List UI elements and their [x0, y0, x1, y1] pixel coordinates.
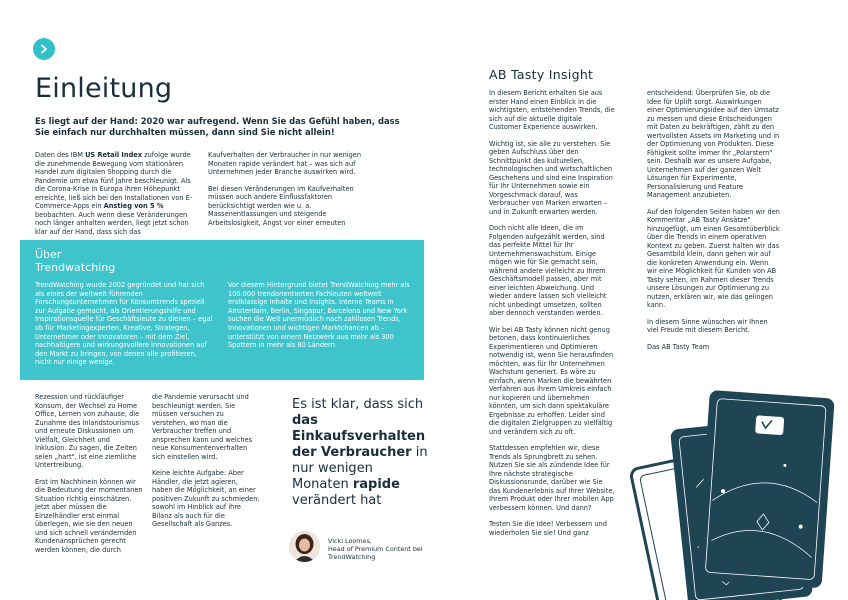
- about-column-1: [35, 281, 215, 367]
- author-credit: [328, 537, 438, 562]
- paragraph: Testen Sie die Idee! Verbessern und wiederholen Sie sie! Und ganz: [489, 520, 607, 537]
- about-title-line: Über: [35, 248, 62, 261]
- chevron-right-icon: [39, 44, 49, 54]
- quote-text: in nur wenigen Monaten: [292, 445, 428, 492]
- intro-column-2: [208, 151, 371, 227]
- paragraph: entscheidend: Überprüfen Sie, ob die Idee für Uplift sorgt. Auswirkungen einer Optimierungsidee auf den Umsatz zu messen und diese Entscheidungen mit Daten zu bekräftigen, zählt zu den wertvollsten Assets im Marketing und in der Optimierung von Produkten. Diese Fähigkeit sollte immer Ihr „Polarstern" sein. Deshalb war es unsere Aufgabe, Unternehmen auf der ganzen Welt Lösungen für Experimente, Personalisierung und Feature Management anzubieten.: [647, 89, 780, 199]
- paragraph: In diesem Bericht erhalten Sie aus erster Hand einen Einblick in die wichtigsten, entstehenden Trends, die sich auf die aktuelle digitale Customer Experience auswirken.: [489, 89, 615, 131]
- avatar: [289, 531, 320, 562]
- about-column-2: [228, 281, 411, 350]
- intro-text: Daten des IBM: [35, 151, 86, 159]
- tarot-cards-illustration: [590, 360, 848, 600]
- paragraph: Erst im Nachhinein können wir die Bedeutung der momentanen Situation richtig einschätzen. Jetzt aber müssen die Einzelhändler erst einmal überlegen, wie sie den neuen und sich schnell verändernden Kundenansprüchen gerecht werden können, die durch: [35, 477, 143, 554]
- paragraph: Wichtig ist, sie alle zu verstehen. Sie geben Aufschluss über den Schnittpunkt des kulturellen, technologischen und wirtschaftlichen Geschehens und sind eine Inspiration für Ihr Unternehmen sowie ein Vorgeschmack darauf, was Verbraucher von Marken erwarten – und in Zukunft erwarten werden.: [489, 139, 613, 216]
- intro-column-1: [35, 151, 198, 236]
- paragraph: Rezession und rückläufiger Konsum, der Wechsel zu Home Office, Lernen von zuhause, die Zunahme des Inlandstourismus und erneute Diskussionen um Vielfalt, Gleichheit und Inklusion. Zu sagen, die Zeiten seien „hart", ist eine ziemliche Untertreibung.: [35, 393, 140, 469]
- quote-bold: rapide: [352, 477, 400, 492]
- next-page-button[interactable]: [33, 38, 55, 60]
- about-title: [35, 248, 115, 274]
- pull-quote: [292, 397, 432, 509]
- paragraph: Wir bei AB Tasty können nicht genug betonen, dass kontinuierliches Experimentieren und Optimieren notwendig ist, wenn Sie herausfinden möchten, was für Ihr Unternehmen Wachstum generiert. Es wäre zu einfach, wenn Marken die bewährten Verfahren aus ihrem Umkreis einfach nur kopieren und übernehmen könnten, um sich dann spektakuläre Ergebnisse zu erhoffen. Leider sind die digitalen Zielgruppen zu vielfältig und verändern sich zu oft.: [489, 325, 614, 436]
- insight-column-2: [647, 89, 780, 351]
- insight-title: AB Tasty Insight: [489, 67, 594, 82]
- lead-text: Es liegt auf der Hand: 2020 war aufregend. Wenn Sie das Gefühl haben, dass Sie einfach nur durchhalten müssen, dann sind Sie nicht allein!: [35, 116, 400, 137]
- intro-text: beobachten. Auch wenn diese Veränderungen noch länger anhalten werden, liegt jetzt schon klar auf der Hand, dass sich das: [35, 210, 189, 236]
- intro-bold: US Retail Index: [85, 151, 143, 159]
- intro-text: zufolge wurde die zunehmende Bewegung vom stationären Handel zum digitalen Shopping durch die Pandemie um etwa fünf Jahre beschleunigt. Als die Corona-Krise in Europa ihren Höhepunkt erreichte, ließ sich bei den Installationen von E-Commerce-Apps ein: [35, 151, 193, 210]
- paragraph: TrendWatching wurde 2002 gegründet und hat sich als eines der weltweit führenden Forschungsunternehmen für Konsumtrends speziell zur Aufgabe gemacht, als Orientierungshilfe und Inspirationsquelle für Geschäftsleute zu dienen – egal ob für Marketingexperten, Kreative, Strategen, Unternehmer oder Innovatoren – mit dem Ziel, nachhaltigere und wirkungsvollere Innovationen auf den Markt zu bringen, von denen alle profitieren, nicht nur einige wenige.: [35, 281, 213, 367]
- paragraph: Doch nicht alle Ideen, die im Folgenden aufgezählt werden, sind das perfekte Mittel für Ihr Unternehmenswachstum. Einige mögen wie für Sie gemacht sein, während andere vielleicht zu Ihrem Geschäftsmodell passen, aber mit einer leichten Abweichung. Und wieder andere lassen sich vielleicht nicht unbedingt umsetzen, sollten aber dennoch verstanden werden.: [489, 224, 607, 317]
- paragraph: Vor diesem Hintergrund bietet TrendWatching mehr als 100.000 trendorientierten Fachleuten weltweit erstklassige Inhalte und Insights. Interne Teams in Amsterdam, Berlin, Singapur, Barcelona und New York suchen die Welt unermüdlich nach zahllosen Trends, Innovationen und wichtigen Marktchancen ab – unterstützt von einem Netzwerk aus mehr als 300 Spottern in mehr als 80 Ländern.: [228, 281, 410, 350]
- quote-bold: das Einkaufsverhalten der Verbraucher: [292, 413, 426, 460]
- paragraph: Keine leichte Aufgabe: Aber Händler, die jetzt agieren, haben die Möglichkeit, an einer positiven Zukunft zu schmieden: sowohl im Hinblick auf ihre Bilanz als auch für die Gesellschaft als Ganzes.: [152, 469, 260, 528]
- person-photo-icon: [289, 531, 320, 562]
- lower-column-1: [35, 393, 143, 554]
- quote-text: verändert hat: [292, 493, 382, 508]
- paragraph: Auf den folgenden Seiten haben wir den Kommentar „AB Tasty Ansätze" hinzugefügt, um einen Gesamtüberblick über die Trends in einem operativen Kontext zu geben. Zuerst halten wir das Gesamtbild klein, dann gehen wir auf die konkreten Anwendung ein. Wenn wir eine Möglichkeit für Kunden von AB Tasty sehen, im Rahmen dieser Trends unsere Lösungen zur Optimierung zu nutzen, erklären wir, wie das gelingen kann.: [647, 207, 780, 309]
- paragraph: Stattdessen empfehlen wir, diese Trends als Sprungbrett zu sehen. Nutzen Sie sie als zündende Idee für Ihre nächste strategische Diskussionsrunde, darüber wie Sie das Kundenerlebnis auf Ihrer Website, Ihrem Produkt oder Ihrer mobilen App verbessern können. Und dann?: [489, 444, 615, 512]
- signature: Das AB Tasty Team: [647, 342, 710, 351]
- author-name: Vicki Loomes,: [328, 537, 372, 545]
- paragraph: Kaufverhalten der Verbraucher in nur wenigen Monaten rapide verändert hat – was sich auf Unternehmen jeder Branche auswirken wird.: [208, 151, 362, 176]
- paragraph: In diesem Sinne wünschen wir Ihnen viel Freude mit diesem Bericht.: [647, 317, 768, 334]
- paragraph: die Pandemie verursacht und beschleunigt werden. Sie müssen versuchen zu verstehen, wo man die Verbraucher treffen und ansprechen kann und welches neue Konsumentenverhalten sich einstellen wird.: [152, 393, 253, 461]
- lower-column-2: [152, 393, 260, 529]
- about-title-line: Trendwatching: [35, 261, 116, 274]
- page-title: Einleitung: [35, 73, 173, 104]
- intro-bold: Anstieg von 5 %: [103, 202, 164, 210]
- author-role: Head of Premium Content bei TrendWatching: [328, 545, 423, 562]
- quote-text: Es ist klar, dass sich: [292, 397, 424, 412]
- paragraph: Bei diesen Veränderungen im Kaufverhalten müssen auch andere Einflussfaktoren berücksichtigt werden wie u. a. Massenentlassungen und steigende Arbeitslosigkeit, Angst vor einer erneuten: [208, 184, 354, 227]
